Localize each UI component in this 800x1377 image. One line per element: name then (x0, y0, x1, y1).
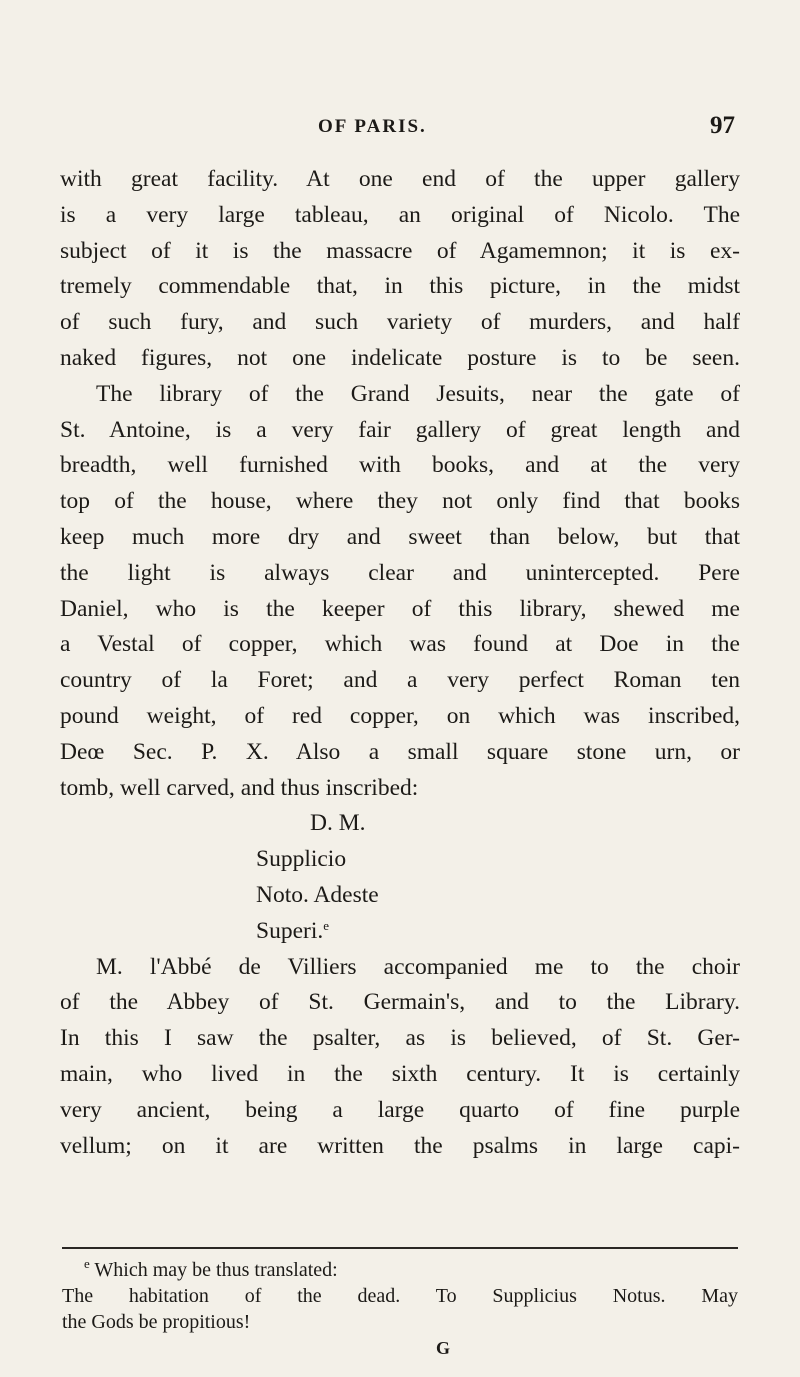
text-line: The library of the Grand Jesuits, near the gate of (96, 380, 740, 407)
text-line: naked figures, not one indelicate posture is to be seen. (60, 344, 740, 371)
inscription-line: Supplicio (256, 846, 347, 873)
text-line: very ancient, being a large quarto of fine purple (60, 1096, 740, 1123)
footnote-rule (62, 1247, 738, 1249)
text-line: M. l'Abbé de Villiers accompanied me to the choir (96, 953, 740, 980)
body-text (60, 162, 740, 1164)
text-line: tremely commendable that, in this picture, in the midst (60, 273, 740, 300)
text-line: St. Antoine, is a very fair gallery of great length and (60, 416, 740, 443)
footnote-text: Which may be thus translated: (94, 1259, 338, 1281)
text-line: Daniel, who is the keeper of this library, shewed me (60, 595, 740, 622)
footnote (62, 1257, 738, 1335)
text-line: In this I saw the psalter, as is believed, of St. Ger- (60, 1025, 740, 1052)
footnote-line: The habitation of the dead. To Supplicius Notus. May (62, 1285, 738, 1307)
running-title: OF PARIS. (318, 116, 427, 137)
text-line: country of la Foret; and a very perfect Roman ten (60, 667, 740, 694)
inscription (60, 806, 740, 949)
footnote-line: the Gods be propitious! (62, 1311, 251, 1333)
text-line: with great facility. At one end of the upper gallery (60, 166, 740, 192)
text-line: a Vestal of copper, which was found at Doe in the (60, 631, 740, 658)
text-line: main, who lived in the sixth century. It is certainly (60, 1060, 740, 1087)
footnote-mark: e (84, 1256, 90, 1271)
text-line: top of the house, where they not only find that books (60, 488, 740, 515)
inscription-line: D. M. (310, 810, 366, 837)
running-head (0, 112, 800, 142)
inscription-word: Superi. (256, 917, 324, 944)
text-line: tomb, well carved, and thus inscribed: (60, 774, 419, 801)
footnote-line (62, 1257, 738, 1283)
text-line: the light is always clear and unintercepted. Pere (60, 559, 740, 586)
text-line: pound weight, of red copper, on which was inscribed, (60, 702, 740, 729)
text-line: Deœ Sec. P. X. Also a small square stone urn, or (60, 738, 740, 765)
text-line: vellum; on it are written the psalms in large capi- (60, 1132, 740, 1159)
text-line: of the Abbey of St. Germain's, and to the Library. (60, 989, 740, 1016)
inscription-line: Noto. Adeste (256, 881, 379, 908)
text-line: of such fury, and such variety of murders, and half (60, 309, 740, 336)
text-line: breadth, well furnished with books, and at the very (60, 452, 740, 479)
inscription-line (60, 914, 740, 950)
text-line: is a very large tableau, an original of Nicolo. The (60, 201, 740, 228)
footnote-reference: e (323, 917, 330, 933)
text-line: keep much more dry and sweet than below, but that (60, 523, 740, 550)
page-number: 97 (710, 112, 735, 139)
text-line: subject of it is the massacre of Agamemnon; it is ex- (60, 237, 740, 264)
signature-mark: G (436, 1338, 451, 1358)
